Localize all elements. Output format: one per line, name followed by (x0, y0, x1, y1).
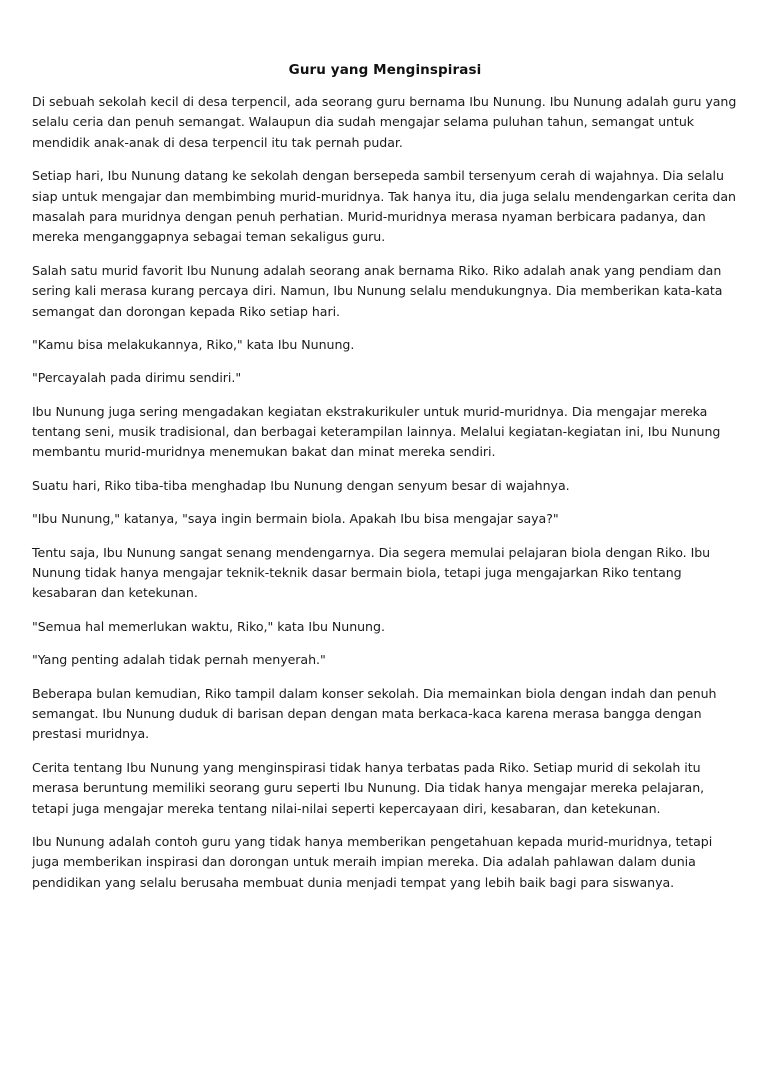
paragraph: Tentu saja, Ibu Nunung sangat senang mendengarnya. Dia segera memulai pelajaran biola dengan Riko. Ibu Nunung tidak hanya mengajar teknik-teknik dasar bermain biola, tetapi juga mengajarkan Riko tentang kesabaran dan ketekunan. (32, 544, 711, 601)
paragraph-quote: "Ibu Nunung," katanya, "saya ingin bermain biola. Apakah Ibu bisa mengajar saya?" (32, 511, 559, 527)
paragraph: Suatu hari, Riko tiba-tiba menghadap Ibu Nunung dengan senyum besar di wajahnya. (32, 477, 570, 493)
paragraph: Di sebuah sekolah kecil di desa terpencil, ada seorang guru bernama Ibu Nunung. Ibu Nunung adalah guru yang selalu ceria dan penuh semangat. Walaupun dia sudah mengajar selama puluhan tahun, semangat untuk mendidik anak-anak di desa terpencil itu tak pernah pudar. (32, 94, 737, 150)
paragraph-quote: "Kamu bisa melakukannya, Riko," kata Ibu Nunung. (32, 336, 355, 352)
paragraph: Salah satu murid favorit Ibu Nunung adalah seorang anak bernama Riko. Riko adalah anak yang pendiam dan sering kali merasa kurang percaya diri. Namun, Ibu Nunung selalu mendukungnya. Dia memberikan kata-kata semangat dan dorongan kepada Riko setiap hari. (32, 262, 723, 319)
paragraph: Ibu Nunung adalah contoh guru yang tidak hanya memberikan pengetahuan kepada murid-muridnya, tetapi juga memberikan inspirasi dan dorongan untuk meraih impian mereka. Dia adalah pahlawan dalam dunia pendidikan yang selalu berusaha membuat dunia menjadi tempat yang lebih baik bagi para siswanya. (32, 833, 713, 890)
paragraph: Setiap hari, Ibu Nunung datang ke sekolah dengan bersepeda sambil tersenyum cerah di wajahnya. Dia selalu siap untuk mengajar dan membimbing murid-muridnya. Tak hanya itu, dia juga selalu mendengarkan cerita dan masalah para muridnya dengan penuh perhatian. Murid-muridnya merasa nyaman berbicara padanya, dan mereka menganggapnya sebagai teman sekaligus guru. (32, 168, 736, 245)
paragraph-quote: "Yang penting adalah tidak pernah menyerah." (32, 652, 326, 668)
paragraph: Cerita tentang Ibu Nunung yang menginspirasi tidak hanya terbatas pada Riko. Setiap murid di sekolah itu merasa beruntung memiliki seorang guru seperti Ibu Nunung. Dia tidak hanya mengajar mereka pelajaran, tetapi juga mengajar mereka tentang nilai-nilai seperti kepercayaan diri, kesabaran, dan ketekunan. (32, 759, 705, 816)
paragraph-quote: "Semua hal memerlukan waktu, Riko," kata Ibu Nunung. (32, 618, 385, 634)
document-body (32, 92, 738, 893)
page-title: Guru yang Menginspirasi (288, 62, 482, 78)
paragraph-quote: "Percayalah pada dirimu sendiri." (32, 370, 242, 386)
paragraph: Beberapa bulan kemudian, Riko tampil dalam konser sekolah. Dia memainkan biola dengan indah dan penuh semangat. Ibu Nunung duduk di barisan depan dengan mata berkaca-kaca karena merasa bangga dengan prestasi muridnya. (32, 685, 717, 742)
paragraph: Ibu Nunung juga sering mengadakan kegiatan ekstrakurikuler untuk murid-muridnya. Dia mengajar mereka tentang seni, musik tradisional, dan berbagai keterampilan lainnya. Melalui kegiatan-kegiatan ini, Ibu Nunung membantu murid-muridnya menemukan bakat dan minat mereka sendiri. (32, 403, 721, 460)
